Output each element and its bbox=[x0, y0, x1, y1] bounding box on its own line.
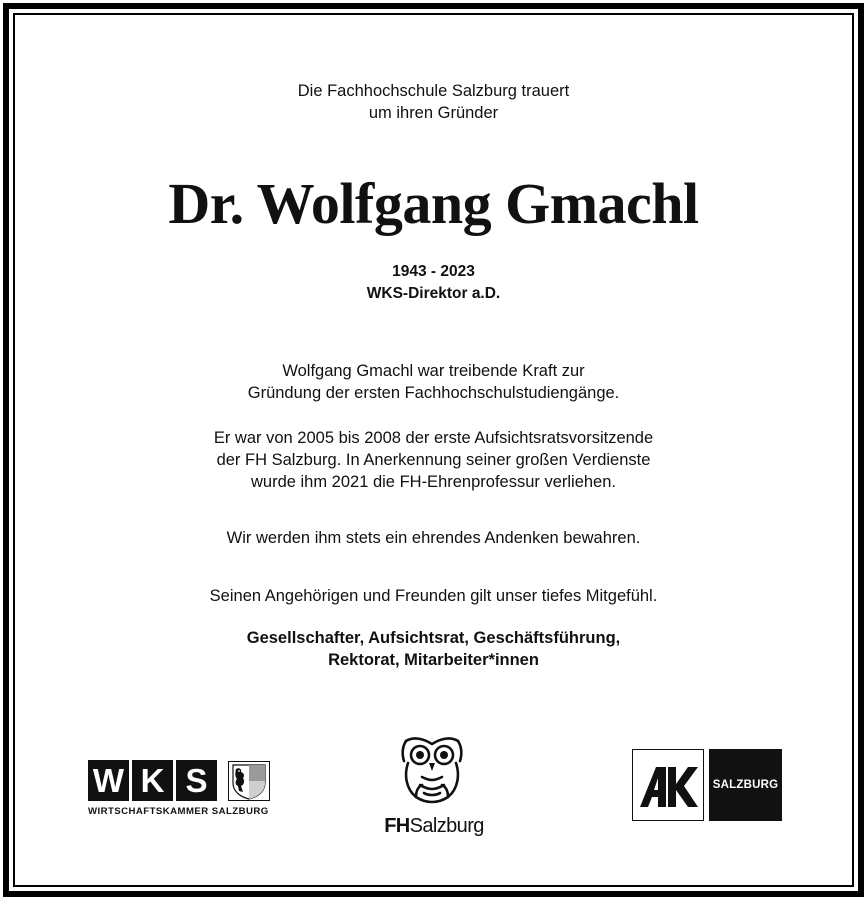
owl-icon bbox=[396, 733, 468, 805]
paragraph-founder bbox=[0, 360, 867, 404]
wks-logo bbox=[88, 760, 273, 820]
signatories bbox=[0, 627, 867, 671]
wks-letter: W bbox=[88, 760, 129, 801]
paragraph-line: Gründung der ersten Fachhochschulstudiengänge. bbox=[247, 384, 620, 402]
intro-line: Die Fachhochschule Salzburg trauert bbox=[297, 82, 570, 100]
paragraph-line: Wolfgang Gmachl war treibende Kraft zur bbox=[282, 362, 585, 380]
fh-wordmark-bold: FH bbox=[384, 815, 410, 837]
paragraph-condolence: Seinen Angehörigen und Freunden gilt unser tiefes Mitgefühl. bbox=[209, 587, 658, 605]
wks-letter: K bbox=[132, 760, 173, 801]
intro-line: um ihren Gründer bbox=[368, 104, 499, 122]
ak-salzburg-logo bbox=[632, 749, 782, 823]
paragraph-line: wurde ihm 2021 die FH-Ehrenprofessur verliehen. bbox=[250, 473, 616, 491]
fh-wordmark bbox=[372, 815, 496, 838]
ak-logo-icon bbox=[639, 766, 699, 808]
wks-letter: S bbox=[176, 760, 217, 801]
life-details bbox=[0, 261, 867, 305]
paragraph-line: der FH Salzburg. In Anerkennung seiner großen Verdienste bbox=[216, 451, 651, 469]
former-role: WKS-Direktor a.D. bbox=[366, 285, 501, 302]
signatory-line: Gesellschafter, Aufsichtsrat, Geschäftsführung, bbox=[246, 629, 621, 647]
wks-caption: WIRTSCHAFTSKAMMER SALZBURG bbox=[88, 806, 269, 817]
wks-letter-group bbox=[88, 760, 217, 801]
paragraph-line: Er war von 2005 bis 2008 der erste Aufsichtsratsvorsitzende bbox=[213, 429, 654, 447]
paragraph-career bbox=[0, 427, 867, 493]
deceased-name: Dr. Wolfgang Gmachl bbox=[168, 171, 699, 236]
paragraph-remembrance: Wir werden ihm stets ein ehrendes Andenken bewahren. bbox=[226, 529, 641, 547]
salzburg-crest-icon bbox=[228, 761, 270, 801]
life-years: 1943 - 2023 bbox=[392, 263, 475, 280]
fh-wordmark-light: Salzburg bbox=[409, 815, 484, 837]
signatory-line: Rektorat, Mitarbeiter*innen bbox=[328, 651, 539, 669]
fh-salzburg-logo bbox=[372, 733, 496, 843]
intro-text bbox=[0, 80, 867, 124]
ak-region-label: SALZBURG bbox=[709, 749, 782, 821]
ak-logo-box bbox=[632, 749, 704, 821]
